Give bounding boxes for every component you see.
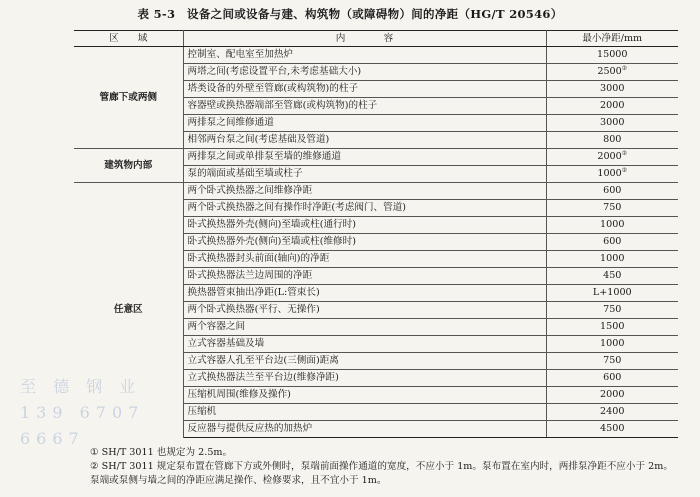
distance-value: 3000: [600, 117, 625, 128]
distance-cell: [546, 336, 678, 353]
footnote-2: ② SH/T 3011 规定泵布置在管廊下方或外侧时，泵端前面操作通道的宽度，不应小于 1m。泵布置在室内时，两排泵净距不应小于 2m。泵端或泵侧与墙之间的净距应满足操作、检修要求，且不宜小于 1m。: [90, 461, 673, 486]
content-cell: 两个卧式换热器(平行、无操作): [183, 302, 546, 319]
distance-value: 2000: [597, 151, 622, 162]
content-cell: 控制室、配电室至加热炉: [183, 47, 546, 64]
content-cell: 卧式换热器法兰边周围的净距: [183, 268, 546, 285]
distance-value: 1000: [597, 168, 622, 179]
distance-value: 1000: [600, 338, 625, 349]
content-cell: 卧式换热器外壳(侧向)至墙或柱(通行时): [183, 217, 546, 234]
content-cell: 卧式换热器外壳(侧向)至墙或柱(维修时): [183, 234, 546, 251]
content-cell: 两个卧式换热器之间有操作时净距(考虑阀门、管道): [183, 200, 546, 217]
distance-cell: [546, 200, 678, 217]
header-distance: 最小净距/mm: [546, 31, 678, 47]
distance-value: 15000: [596, 49, 628, 60]
distance-value: 2500: [597, 66, 622, 77]
content-cell: 两个容器之间: [183, 319, 546, 336]
region-cell: 管廊下或两侧: [74, 47, 183, 149]
distance-value: 750: [603, 202, 622, 213]
distance-cell: [546, 353, 678, 370]
content-cell: 卧式换热器封头前面(轴向)的净距: [183, 251, 546, 268]
distance-cell: [546, 149, 678, 166]
distance-value: 1000: [600, 219, 625, 230]
distance-value: 600: [603, 372, 622, 383]
distance-cell: [546, 81, 678, 98]
content-cell: 立式容器基础及墙: [183, 336, 546, 353]
footnote-marker: ②: [621, 149, 628, 157]
content-cell: 压缩机: [183, 404, 546, 421]
content-cell: 两排泵之间或单排泵至墙的维修通道: [183, 149, 546, 166]
content-cell: 容器壁或换热器端部至管廊(或构筑物)的柱子: [183, 98, 546, 115]
distance-cell: [546, 268, 678, 285]
content-cell: 换热器管束抽出净距(L:管束长): [183, 285, 546, 302]
content-cell: 压缩机周围(维修及操作): [183, 387, 546, 404]
distance-cell: [546, 234, 678, 251]
distance-value: 4500: [600, 423, 625, 434]
content-cell: 反应器与提供反应热的加热炉: [183, 421, 546, 438]
distance-cell: [546, 64, 678, 81]
distance-cell: [546, 183, 678, 200]
distance-cell: [546, 319, 678, 336]
distance-cell: [546, 47, 678, 64]
distance-cell: [546, 404, 678, 421]
distance-cell: [546, 370, 678, 387]
distance-cell: [546, 132, 678, 149]
footnote-1: ① SH/T 3011 也规定为 2.5m。: [90, 447, 233, 458]
distance-cell: [546, 217, 678, 234]
distance-value: 3000: [600, 83, 625, 94]
distance-value: 750: [603, 355, 622, 366]
content-cell: 立式换热器法兰至平台边(维修净距): [183, 370, 546, 387]
distance-value: 600: [603, 185, 622, 196]
clearance-table: [74, 30, 678, 438]
distance-value: L+1000: [592, 287, 632, 298]
footnote-marker: ②: [621, 166, 628, 174]
distance-value: 1500: [600, 321, 625, 332]
content-cell: 塔类设备的外壁至管廊(或构筑物)的柱子: [183, 81, 546, 98]
distance-value: 2400: [600, 406, 625, 417]
region-cell: 建筑物内部: [74, 149, 183, 183]
distance-cell: [546, 387, 678, 404]
header-row: [74, 31, 678, 47]
content-cell: 两塔之间(考虑设置平台,未考虑基础大小): [183, 64, 546, 81]
distance-cell: [546, 166, 678, 183]
region-cell: 任意区: [74, 183, 183, 438]
distance-value: 800: [603, 134, 622, 145]
distance-cell: [546, 115, 678, 132]
distance-value: 750: [603, 304, 622, 315]
table-title: 表 5-3 设备之间或设备与建、构筑物（或障碍物）间的净距（HG/T 20546）: [137, 7, 563, 21]
distance-value: 600: [603, 236, 622, 247]
distance-cell: [546, 251, 678, 268]
distance-cell: [546, 302, 678, 319]
table-row: [74, 47, 678, 64]
table-row: [74, 149, 678, 166]
distance-value: 450: [603, 270, 622, 281]
distance-value: 1000: [600, 253, 625, 264]
distance-cell: [546, 98, 678, 115]
distance-value: 2000: [600, 100, 625, 111]
header-content: 内 容: [183, 31, 546, 47]
watermark-name: 至 德 钢 业: [20, 377, 142, 396]
footnote-marker: ②: [621, 64, 628, 72]
watermark-phone: 139 6707 6667: [20, 403, 145, 448]
distance-cell: [546, 285, 678, 302]
content-cell: 两排泵之间维修通道: [183, 115, 546, 132]
content-cell: 两个卧式换热器之间维修净距: [183, 183, 546, 200]
content-cell: 相邻两台泵之间(考虑基础及管道): [183, 132, 546, 149]
content-cell: 立式容器人孔至平台边(三侧面)距离: [183, 353, 546, 370]
distance-value: 2000: [600, 389, 625, 400]
content-cell: 泵的端面或基础至墙或柱子: [183, 166, 546, 183]
table-row: [74, 183, 678, 200]
header-region: 区 域: [74, 31, 183, 47]
distance-cell: [546, 421, 678, 438]
